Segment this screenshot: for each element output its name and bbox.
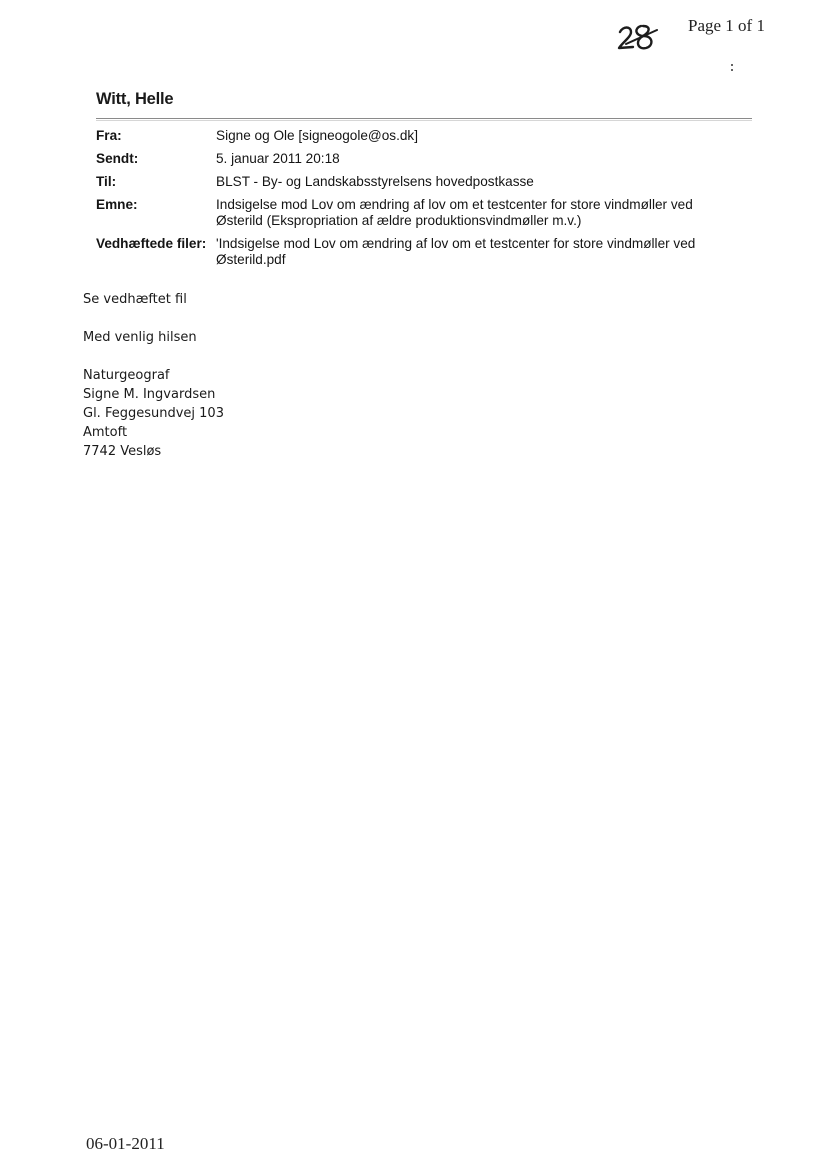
signature-name: Signe M. Ingvardsen [83, 387, 216, 402]
subject-label: Emne: [96, 197, 138, 212]
signature-postcode-city: 7742 Vesløs [83, 444, 162, 459]
scan-speck [731, 64, 733, 66]
page-number: Page 1 of 1 [688, 16, 765, 35]
from-row [96, 128, 736, 144]
greeting: Med venlig hilsen [83, 330, 197, 345]
to-value: BLST - By- og Landskabsstyrelsens hovedpostkasse [216, 174, 534, 189]
signature-street: Gl. Feggesundvej 103 [83, 406, 224, 421]
header-divider-shadow [96, 120, 752, 121]
signature-block [83, 366, 224, 461]
sent-value: 5. januar 2011 20:18 [216, 151, 340, 166]
sent-label: Sendt: [96, 151, 139, 166]
signature-title: Naturgeograf [83, 368, 170, 383]
attachments-label: Vedhæftede filer: [96, 236, 207, 251]
to-label: Til: [96, 174, 117, 189]
sent-row [96, 151, 736, 167]
attachments-row [96, 236, 736, 268]
attachments-value: 'Indsigelse mod Lov om ændring af lov om et testcenter for store vindmøller ved Østerild.pdf [216, 236, 696, 267]
subject-row [96, 197, 736, 229]
header-divider [96, 118, 752, 119]
subject-value: Indsigelse mod Lov om ændring af lov om et testcenter for store vindmøller ved Østerild (Ekspropriation af ældre produktionsvindmøller m.v.) [216, 197, 693, 228]
to-row [96, 174, 736, 190]
footer-date: 06-01-2011 [86, 1134, 165, 1153]
scan-speck [731, 69, 733, 71]
signature-locality: Amtoft [83, 425, 128, 440]
from-value: Signe og Ole [signeogole@os.dk] [216, 128, 418, 143]
from-label: Fra: [96, 128, 122, 143]
mailbox-owner-name: Witt, Helle [96, 90, 174, 108]
email-header-fields [96, 128, 736, 275]
handwritten-page-mark [617, 22, 661, 54]
body-line: Se vedhæftet fil [83, 292, 187, 307]
